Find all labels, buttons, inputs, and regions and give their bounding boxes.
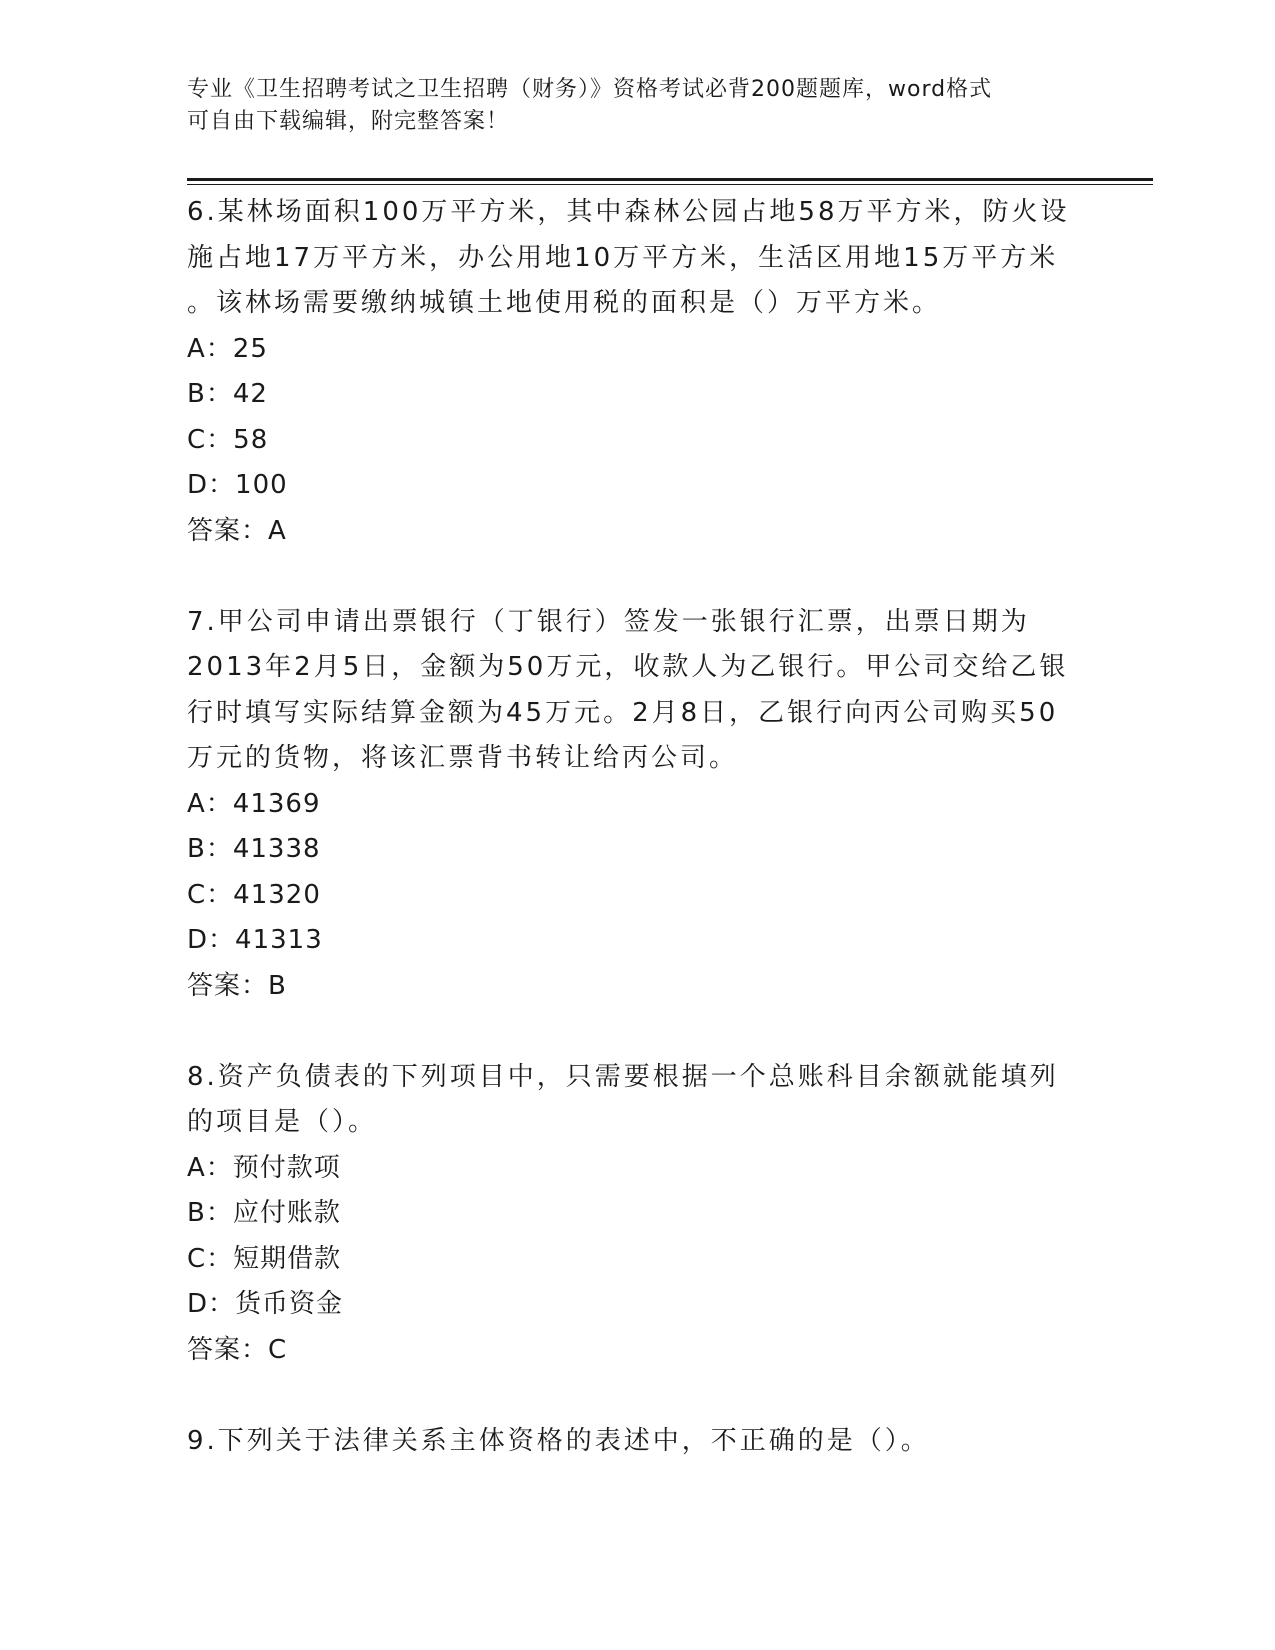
option-b: B：42 xyxy=(187,379,268,409)
question-spacer xyxy=(187,1373,1087,1419)
option-a: A：预付款项 xyxy=(187,1152,341,1183)
option-c: C：58 xyxy=(187,424,269,455)
question-list xyxy=(187,190,1087,1464)
option-b: B：应付账款 xyxy=(187,1198,341,1228)
option-d: D：100 xyxy=(187,470,288,500)
question-stem-line: 万元的货物，将该汇票背书转让给丙公司。 xyxy=(187,743,739,773)
header-divider-thick xyxy=(187,178,1153,181)
question-spacer xyxy=(187,554,1087,600)
question-stem-line: 2013年2月5日，金额为50万元，收款人为乙银行。甲公司交给乙银 xyxy=(187,652,1069,682)
option-d: D：41313 xyxy=(187,925,323,955)
question-spacer xyxy=(187,1009,1087,1055)
document-header xyxy=(187,74,1087,138)
option-c: C：41320 xyxy=(187,879,321,910)
option-a: A：41369 xyxy=(187,788,321,819)
option-d: D：货币资金 xyxy=(187,1289,344,1319)
question-6 xyxy=(187,190,1087,554)
answer-line: 答案：A xyxy=(187,515,287,546)
answer-line: 答案：B xyxy=(187,970,287,1001)
question-stem-line: 6.某林场面积100万平方米，其中森林公园占地58万平方米，防火设 xyxy=(187,197,1070,227)
option-b: B：41338 xyxy=(187,834,321,864)
question-stem-line: 。该林场需要缴纳城镇土地使用税的面积是（）万平方米。 xyxy=(187,288,942,318)
question-stem-line: 施占地17万平方米，办公用地10万平方米，生活区用地15万平方米 xyxy=(187,242,1059,273)
question-stem-line: 的项目是（）。 xyxy=(187,1107,378,1137)
question-8 xyxy=(187,1055,1087,1374)
question-7 xyxy=(187,600,1087,1010)
header-divider-thin xyxy=(187,184,1153,185)
header-line-1: 专业《卫生招聘考试之卫生招聘（财务）》资格考试必背200题题库，word格式 xyxy=(187,77,993,102)
question-stem-line: 7.甲公司申请出票银行（丁银行）签发一张银行汇票，出票日期为 xyxy=(187,606,1030,637)
question-9 xyxy=(187,1419,1087,1465)
answer-line: 答案：C xyxy=(187,1334,288,1365)
question-stem-line: 9.下列关于法律关系主体资格的表述中，不正确的是（）。 xyxy=(187,1425,930,1456)
option-c: C：短期借款 xyxy=(187,1243,342,1274)
question-stem-line: 行时填写实际结算金额为45万元。2月8日，乙银行向丙公司购买50 xyxy=(187,697,1059,728)
question-stem-line: 8.资产负债表的下列项目中，只需要根据一个总账科目余额就能填列 xyxy=(187,1061,1059,1092)
option-a: A：25 xyxy=(187,333,268,364)
header-line-2: 可自由下载编辑，附完整答案！ xyxy=(187,109,510,134)
